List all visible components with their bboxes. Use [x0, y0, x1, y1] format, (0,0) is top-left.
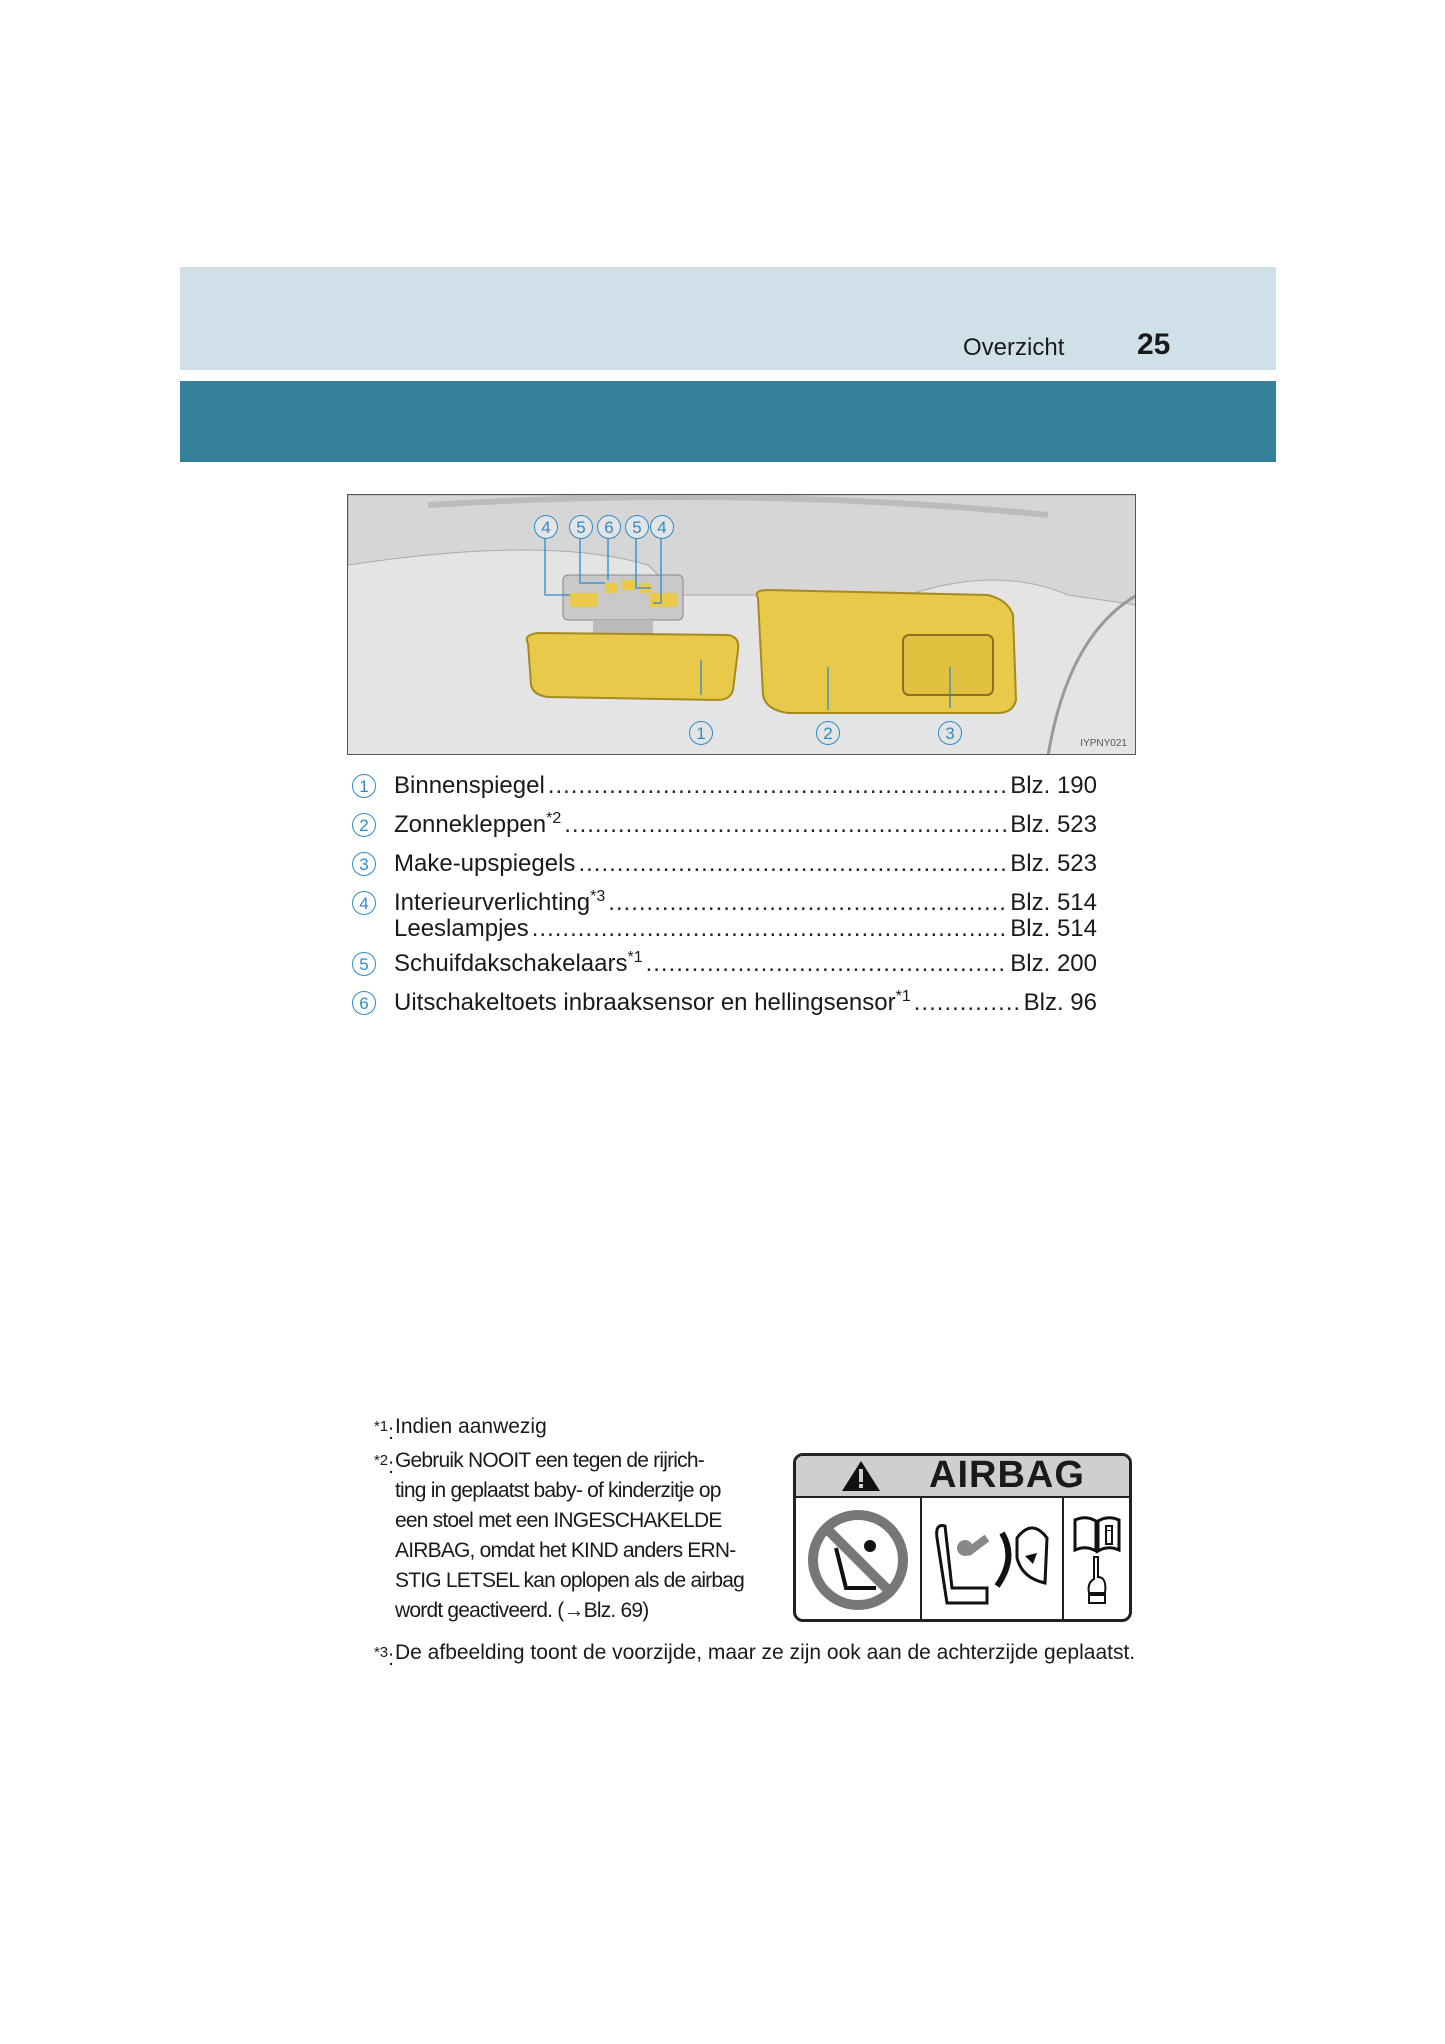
footnote-2: $^{*2}$: Gebruik NOOIT een tegen de rijrich- ting in geplaatst baby- of kinderzitje op een stoel met een INGESCHAKELDE AIRBAG, omdat het KIND anders ERN- STIG LETSEL kan oplopen als de airbag wordt geactiveerd. (→Blz. 69)	[395, 1446, 744, 1626]
callout-5-right: 5	[625, 515, 649, 539]
item-number: 3	[352, 852, 376, 876]
overhead-console-illustration	[347, 494, 1136, 755]
footnote-mark: *2	[373, 1452, 389, 1469]
figure-code: IYPNY021	[1080, 738, 1127, 749]
callout-3: 3	[938, 721, 962, 745]
footnote-line: ting in geplaatst baby- of kinderzitje op	[395, 1479, 721, 1502]
callout-1: 1	[689, 721, 713, 745]
item-label: Leeslampjes	[394, 915, 529, 942]
item-number: 6	[352, 991, 376, 1015]
warning-triangle-icon	[841, 1460, 881, 1492]
footnote-mark: *2	[546, 810, 562, 827]
footnote-line[interactable]: wordt geactiveerd. (→Blz. 69)	[395, 1599, 649, 1622]
footnote-line: Gebruik NOOIT een tegen de rijrich-	[395, 1449, 704, 1472]
header-band	[180, 267, 1276, 370]
item-label: Binnenspiegel	[394, 771, 545, 799]
item-number: 1	[352, 774, 376, 798]
callout-4-right: 4	[650, 515, 674, 539]
item-label: Schuifdakschakelaars	[394, 950, 628, 977]
list-item	[352, 914, 1097, 944]
item-number: 5	[352, 952, 376, 976]
page-reference[interactable]: Blz. 523	[1010, 849, 1097, 877]
list-item	[352, 805, 1097, 844]
header-bar	[180, 381, 1276, 462]
footnote-line: AIRBAG, omdat het KIND anders ERN-	[395, 1539, 736, 1562]
footnote-mark: *1	[895, 988, 911, 1005]
footnote-mark: *3	[590, 888, 606, 905]
callout-4-left: 4	[534, 515, 558, 539]
list-item	[352, 983, 1097, 1022]
item-label: Zonnekleppen	[394, 811, 547, 838]
footnote-1: $^{*1}$: Indien aanwezig	[373, 1415, 547, 1444]
item-number: 4	[352, 891, 376, 915]
airbag-deployment-icon	[922, 1498, 1064, 1622]
footnote-line: STIG LETSEL kan oplopen als de airbag	[395, 1569, 745, 1592]
section-title: Overzicht	[963, 334, 1065, 361]
footnote-line: een stoel met een INGESCHAKELDE	[395, 1509, 722, 1532]
footnote-text: Indien aanwezig	[395, 1415, 547, 1438]
no-rear-facing-child-seat-icon	[796, 1498, 922, 1622]
footnote-mark: *3	[373, 1644, 389, 1661]
page-reference[interactable]: Blz. 200	[1010, 949, 1097, 977]
callout-6: 6	[597, 515, 621, 539]
component-list	[352, 766, 1097, 1022]
callout-2: 2	[816, 721, 840, 745]
item-number: 2	[352, 813, 376, 837]
list-item	[352, 766, 1097, 805]
page-reference[interactable]: Blz. 190	[1010, 771, 1097, 799]
page-reference[interactable]: Blz. 514	[1010, 915, 1097, 942]
item-label: Uitschakeltoets inbraaksensor en hellingsensor	[394, 989, 896, 1016]
item-label: Make-upspiegels	[394, 849, 576, 877]
footnote-3: $^{*3}$: De afbeelding toont de voorzijde, maar ze zijn ook aan de achterzijde geplaatst.	[373, 1641, 1136, 1670]
footnote-mark: *1	[627, 949, 643, 966]
airbag-warning-label	[793, 1453, 1132, 1622]
list-item	[352, 844, 1097, 883]
read-manual-icon	[1064, 1498, 1129, 1622]
page-reference[interactable]: Blz. 96	[1023, 988, 1097, 1016]
item-label: Interieurverlichting	[394, 889, 591, 916]
page-reference[interactable]: Blz. 514	[1010, 888, 1097, 916]
callout-5-left: 5	[569, 515, 593, 539]
page-reference[interactable]: Blz. 523	[1010, 810, 1097, 838]
footnote-mark: *1	[373, 1418, 389, 1435]
airbag-title: AIRBAG	[929, 1454, 1085, 1496]
list-item	[352, 944, 1097, 983]
footnote-text: De afbeelding toont de voorzijde, maar ze zijn ook aan de achterzijde geplaatst.	[395, 1641, 1136, 1664]
page-number: 25	[1137, 328, 1171, 361]
book-info-icon	[1072, 1515, 1122, 1555]
pointing-hand-icon	[1085, 1555, 1109, 1605]
